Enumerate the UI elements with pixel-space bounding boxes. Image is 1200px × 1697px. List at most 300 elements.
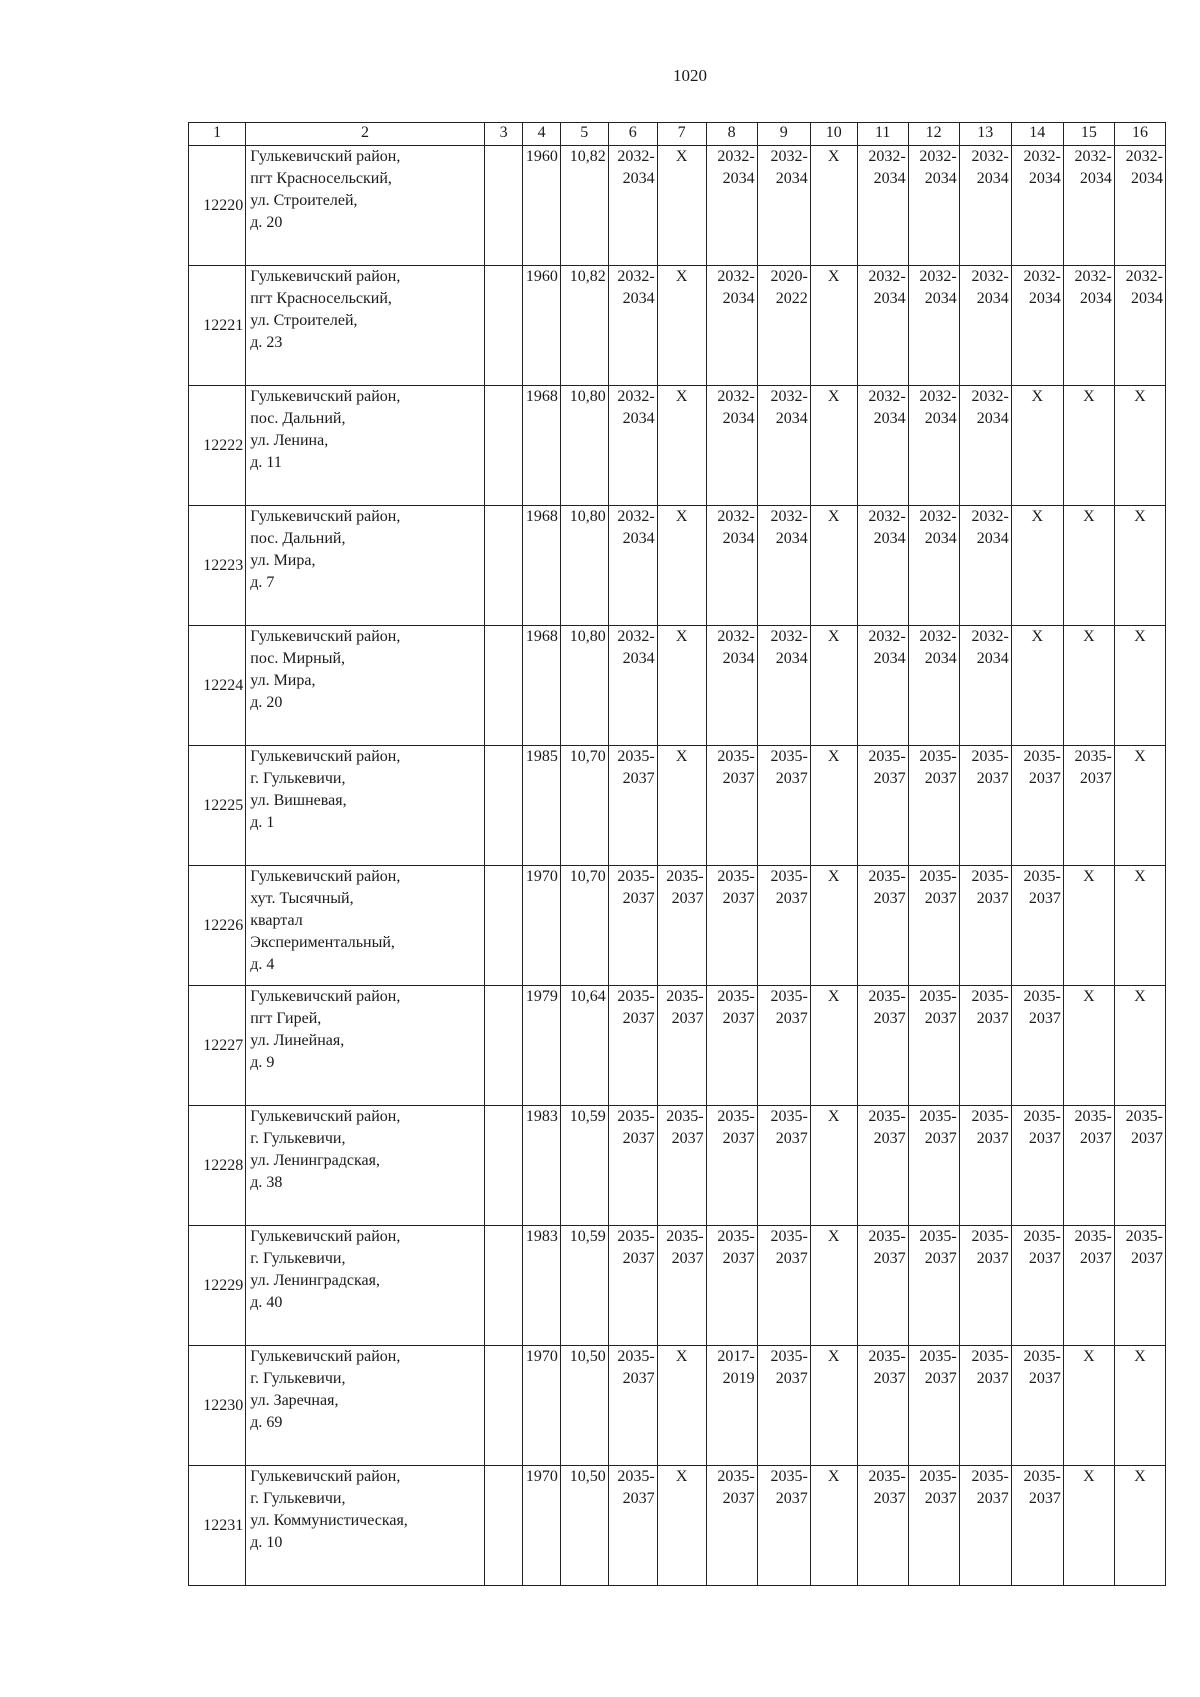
period-start: 2035-	[868, 748, 906, 765]
period-end: 2034	[1028, 170, 1061, 187]
period-end: 2037	[1079, 770, 1112, 787]
empty-cell	[484, 866, 523, 986]
period-cell	[857, 506, 908, 626]
period-cell	[959, 146, 1011, 266]
period-end: 2034	[722, 650, 755, 667]
not-applicable-cell: X	[810, 746, 857, 866]
period-start: 2032-	[617, 388, 655, 405]
period-end: 2037	[1028, 1370, 1061, 1387]
period-start: 2035-	[1023, 868, 1061, 885]
address-cell	[246, 1226, 485, 1346]
period-start: 2035-	[1074, 1228, 1112, 1245]
period-end: 2034	[873, 650, 906, 667]
period-start: 2035-	[617, 748, 655, 765]
period-start: 2035-	[1023, 988, 1061, 1005]
column-number-header: 11	[857, 123, 908, 146]
record-number: 12224	[189, 626, 246, 746]
period-start: 2035-	[770, 1228, 808, 1245]
period-start: 2032-	[868, 268, 906, 285]
period-end: 2037	[1028, 1250, 1061, 1267]
period-start: 2032-	[868, 508, 906, 525]
area-cell: 10,80	[560, 506, 608, 626]
period-cell	[706, 1346, 757, 1466]
period-cell	[706, 626, 757, 746]
period-cell	[857, 1226, 908, 1346]
address-line: д. 10	[250, 1534, 283, 1551]
period-end: 2037	[622, 1130, 655, 1147]
address-line: ул. Коммунистическая,	[250, 1512, 408, 1529]
year-cell: 1968	[523, 626, 560, 746]
period-cell	[608, 386, 657, 506]
period-start: 2035-	[971, 988, 1009, 1005]
period-start: 2032-	[971, 508, 1009, 525]
address-line: ул. Строителей,	[250, 312, 358, 329]
period-cell	[608, 1346, 657, 1466]
period-start: 2032-	[971, 268, 1009, 285]
not-applicable-cell: X	[810, 986, 857, 1106]
record-number: 12228	[189, 1106, 246, 1226]
not-applicable-cell: X	[810, 1466, 857, 1586]
period-cell	[1011, 1466, 1063, 1586]
period-start: 2032-	[770, 148, 808, 165]
period-start: 2035-	[717, 868, 755, 885]
period-end: 2037	[722, 890, 755, 907]
not-applicable-cell: X	[810, 866, 857, 986]
period-end: 2037	[1028, 890, 1061, 907]
year-cell: 1983	[523, 1106, 560, 1226]
period-cell	[706, 386, 757, 506]
period-cell	[757, 986, 810, 1106]
address-line: Гулькевичский район,	[250, 388, 401, 405]
empty-cell	[484, 1346, 523, 1466]
address-cell	[246, 986, 485, 1106]
period-end: 2037	[1131, 1250, 1163, 1267]
not-applicable-cell: X	[657, 266, 706, 386]
period-start: 2035-	[770, 988, 808, 1005]
area-cell: 10,80	[560, 386, 608, 506]
period-cell	[1114, 266, 1165, 386]
area-cell: 10,64	[560, 986, 608, 1106]
period-end: 2037	[775, 1010, 808, 1027]
period-start: 2035-	[919, 748, 957, 765]
period-cell	[908, 1106, 959, 1226]
period-start: 2035-	[717, 748, 755, 765]
period-start: 2035-	[868, 988, 906, 1005]
not-applicable-cell: X	[657, 746, 706, 866]
period-end: 2034	[622, 530, 655, 547]
column-number-header: 16	[1114, 123, 1165, 146]
period-end: 2037	[873, 1250, 906, 1267]
period-end: 2019	[722, 1370, 755, 1387]
period-end: 2034	[775, 410, 808, 427]
address-line: д. 23	[250, 334, 283, 351]
period-end: 2022	[775, 290, 808, 307]
period-start: 2035-	[617, 1468, 655, 1485]
address-line: ул. Мира,	[250, 552, 316, 569]
column-number-header: 5	[560, 123, 608, 146]
period-start: 2035-	[868, 868, 906, 885]
empty-cell	[484, 146, 523, 266]
address-line: Гулькевичский район,	[250, 628, 401, 645]
period-end: 2037	[1028, 770, 1061, 787]
address-cell	[246, 266, 485, 386]
record-number: 12223	[189, 506, 246, 626]
period-cell	[1011, 986, 1063, 1106]
period-end: 2037	[976, 1130, 1009, 1147]
period-start: 2035-	[617, 1348, 655, 1365]
period-cell	[1063, 1106, 1114, 1226]
period-start: 2032-	[868, 148, 906, 165]
period-start: 2035-	[1074, 1108, 1112, 1125]
address-line: квартал	[250, 912, 303, 929]
period-start: 2035-	[1074, 748, 1112, 765]
period-start: 2032-	[1125, 148, 1163, 165]
period-start: 2035-	[868, 1348, 906, 1365]
period-start: 2032-	[1023, 268, 1061, 285]
period-cell	[608, 626, 657, 746]
period-end: 2034	[873, 530, 906, 547]
not-applicable-cell: X	[1063, 1466, 1114, 1586]
not-applicable-cell: X	[810, 1226, 857, 1346]
period-start: 2032-	[1023, 148, 1061, 165]
period-start: 2035-	[1023, 1348, 1061, 1365]
period-cell	[608, 1466, 657, 1586]
period-cell	[608, 1226, 657, 1346]
not-applicable-cell: X	[810, 146, 857, 266]
record-number: 12222	[189, 386, 246, 506]
period-end: 2037	[1028, 1010, 1061, 1027]
period-cell	[706, 866, 757, 986]
table-row	[189, 146, 1166, 266]
column-number-header: 9	[757, 123, 810, 146]
period-start: 2032-	[868, 628, 906, 645]
address-line: г. Гулькевичи,	[250, 1130, 346, 1147]
address-line: Экспериментальный,	[250, 934, 395, 951]
period-cell	[706, 986, 757, 1106]
address-line: пос. Дальний,	[250, 530, 346, 547]
table-row	[189, 266, 1166, 386]
period-end: 2037	[622, 1490, 655, 1507]
period-cell	[959, 986, 1011, 1106]
period-cell	[706, 266, 757, 386]
period-cell	[1114, 1106, 1165, 1226]
area-cell: 10,82	[560, 146, 608, 266]
period-cell	[657, 1226, 706, 1346]
address-line: д. 20	[250, 694, 283, 711]
period-end: 2034	[775, 650, 808, 667]
period-cell	[959, 626, 1011, 746]
address-line: д. 9	[250, 1054, 275, 1071]
period-cell	[1011, 1106, 1063, 1226]
period-cell	[959, 506, 1011, 626]
year-cell: 1968	[523, 386, 560, 506]
period-cell	[757, 1346, 810, 1466]
address-cell	[246, 506, 485, 626]
period-end: 2037	[622, 1250, 655, 1267]
period-end: 2037	[976, 890, 1009, 907]
period-start: 2017-	[717, 1348, 755, 1365]
period-start: 2032-	[919, 148, 957, 165]
year-cell: 1960	[523, 266, 560, 386]
empty-cell	[484, 506, 523, 626]
period-cell	[757, 866, 810, 986]
period-start: 2032-	[717, 388, 755, 405]
not-applicable-cell: X	[810, 626, 857, 746]
period-start: 2032-	[617, 268, 655, 285]
period-cell	[908, 626, 959, 746]
table-row	[189, 746, 1166, 866]
address-line: ул. Вишневая,	[250, 792, 347, 809]
period-start: 2032-	[717, 148, 755, 165]
period-cell	[1063, 1226, 1114, 1346]
empty-cell	[484, 1106, 523, 1226]
period-cell	[757, 626, 810, 746]
period-end: 2037	[622, 890, 655, 907]
period-start: 2035-	[919, 1108, 957, 1125]
table-row	[189, 386, 1166, 506]
column-number-header-row	[189, 123, 1166, 146]
period-cell	[908, 746, 959, 866]
not-applicable-cell: X	[1063, 866, 1114, 986]
period-end: 2034	[722, 290, 755, 307]
period-cell	[857, 1346, 908, 1466]
address-line: Гулькевичский район,	[250, 1228, 401, 1245]
not-applicable-cell: X	[1114, 626, 1165, 746]
period-cell	[657, 986, 706, 1106]
period-cell	[857, 866, 908, 986]
period-cell	[1063, 746, 1114, 866]
column-number-header: 3	[484, 123, 523, 146]
address-cell	[246, 866, 485, 986]
period-cell	[757, 1466, 810, 1586]
address-line: хут. Тысячный,	[250, 890, 354, 907]
period-cell	[959, 1466, 1011, 1586]
period-cell	[959, 1226, 1011, 1346]
period-start: 2035-	[1125, 1108, 1163, 1125]
address-line: Гулькевичский район,	[250, 508, 401, 525]
not-applicable-cell: X	[810, 266, 857, 386]
period-end: 2037	[722, 1010, 755, 1027]
period-start: 2020-	[770, 268, 808, 285]
address-line: Гулькевичский район,	[250, 148, 401, 165]
period-cell	[706, 746, 757, 866]
period-end: 2037	[976, 1490, 1009, 1507]
table-row	[189, 866, 1166, 986]
period-cell	[857, 146, 908, 266]
period-start: 2032-	[1125, 268, 1163, 285]
period-start: 2035-	[919, 988, 957, 1005]
not-applicable-cell: X	[657, 386, 706, 506]
period-start: 2032-	[919, 508, 957, 525]
period-end: 2037	[924, 1370, 957, 1387]
period-cell	[1011, 866, 1063, 986]
column-number-header: 6	[608, 123, 657, 146]
period-start: 2032-	[717, 628, 755, 645]
period-start: 2035-	[666, 1108, 704, 1125]
address-cell	[246, 386, 485, 506]
period-start: 2035-	[971, 868, 1009, 885]
year-cell: 1960	[523, 146, 560, 266]
period-cell	[657, 866, 706, 986]
period-end: 2034	[873, 410, 906, 427]
period-start: 2035-	[717, 988, 755, 1005]
period-end: 2037	[873, 1130, 906, 1147]
address-line: Гулькевичский район,	[250, 1468, 401, 1485]
address-cell	[246, 1106, 485, 1226]
address-line: Гулькевичский район,	[250, 868, 401, 885]
period-start: 2035-	[666, 1228, 704, 1245]
period-start: 2032-	[868, 388, 906, 405]
record-number: 12226	[189, 866, 246, 986]
period-start: 2035-	[971, 1228, 1009, 1245]
address-line: пос. Мирный,	[250, 650, 346, 667]
period-cell	[1011, 266, 1063, 386]
table-row	[189, 1106, 1166, 1226]
period-cell	[908, 1226, 959, 1346]
year-cell: 1968	[523, 506, 560, 626]
period-cell	[857, 986, 908, 1106]
column-number-header: 15	[1063, 123, 1114, 146]
period-cell	[757, 1106, 810, 1226]
period-end: 2037	[1079, 1130, 1112, 1147]
period-cell	[706, 1106, 757, 1226]
year-cell: 1983	[523, 1226, 560, 1346]
period-start: 2035-	[770, 1108, 808, 1125]
period-end: 2037	[976, 1370, 1009, 1387]
table-row	[189, 1466, 1166, 1586]
period-start: 2035-	[971, 748, 1009, 765]
period-cell	[706, 1226, 757, 1346]
period-start: 2035-	[666, 988, 704, 1005]
period-start: 2032-	[717, 508, 755, 525]
not-applicable-cell: X	[1114, 386, 1165, 506]
period-start: 2032-	[717, 268, 755, 285]
address-line: Гулькевичский район,	[250, 268, 401, 285]
area-cell: 10,80	[560, 626, 608, 746]
period-cell	[857, 1466, 908, 1586]
table-row	[189, 1346, 1166, 1466]
period-start: 2035-	[617, 1108, 655, 1125]
period-cell	[857, 746, 908, 866]
address-line: д. 7	[250, 574, 275, 591]
period-end: 2037	[1028, 1490, 1061, 1507]
period-cell	[908, 266, 959, 386]
not-applicable-cell: X	[1063, 386, 1114, 506]
not-applicable-cell: X	[810, 1346, 857, 1466]
period-start: 2035-	[717, 1108, 755, 1125]
period-end: 2034	[924, 530, 957, 547]
address-line: д. 69	[250, 1414, 283, 1431]
period-cell	[757, 1226, 810, 1346]
period-start: 2035-	[770, 868, 808, 885]
table-row	[189, 506, 1166, 626]
period-cell	[1063, 146, 1114, 266]
area-cell: 10,59	[560, 1226, 608, 1346]
period-end: 2034	[924, 650, 957, 667]
period-end: 2034	[722, 410, 755, 427]
address-line: Гулькевичский район,	[250, 988, 401, 1005]
period-cell	[908, 1466, 959, 1586]
period-cell	[1011, 146, 1063, 266]
period-end: 2034	[924, 410, 957, 427]
empty-cell	[484, 746, 523, 866]
address-line: пгт Красносельский,	[250, 170, 392, 187]
not-applicable-cell: X	[1114, 1346, 1165, 1466]
column-number-header: 14	[1011, 123, 1063, 146]
address-line: д. 4	[250, 956, 275, 973]
period-cell	[908, 146, 959, 266]
period-start: 2035-	[919, 1348, 957, 1365]
table-row	[189, 1226, 1166, 1346]
period-start: 2032-	[617, 508, 655, 525]
not-applicable-cell: X	[1011, 506, 1063, 626]
empty-cell	[484, 626, 523, 746]
not-applicable-cell: X	[657, 626, 706, 746]
period-end: 2037	[1131, 1130, 1163, 1147]
address-line: ул. Ленинградская,	[250, 1152, 380, 1169]
period-end: 2037	[775, 890, 808, 907]
period-cell	[608, 146, 657, 266]
address-line: Гулькевичский район,	[250, 748, 401, 765]
period-end: 2037	[722, 770, 755, 787]
period-end: 2037	[775, 1370, 808, 1387]
column-number-header: 4	[523, 123, 560, 146]
period-start: 2032-	[617, 148, 655, 165]
area-cell: 10,50	[560, 1346, 608, 1466]
period-end: 2034	[622, 170, 655, 187]
period-end: 2037	[775, 770, 808, 787]
period-start: 2035-	[617, 988, 655, 1005]
period-start: 2035-	[770, 1348, 808, 1365]
period-cell	[608, 1106, 657, 1226]
table-row	[189, 626, 1166, 746]
period-start: 2035-	[770, 1468, 808, 1485]
period-end: 2037	[873, 1490, 906, 1507]
not-applicable-cell: X	[810, 1106, 857, 1226]
period-cell	[908, 1346, 959, 1466]
not-applicable-cell: X	[1063, 1346, 1114, 1466]
period-cell	[608, 986, 657, 1106]
address-line: ул. Ленина,	[250, 432, 329, 449]
empty-cell	[484, 1226, 523, 1346]
not-applicable-cell: X	[1114, 506, 1165, 626]
period-end: 2037	[924, 890, 957, 907]
address-line: пгт Красносельский,	[250, 290, 392, 307]
period-end: 2034	[622, 650, 655, 667]
period-cell	[908, 506, 959, 626]
empty-cell	[484, 386, 523, 506]
address-line: д. 20	[250, 214, 283, 231]
period-cell	[857, 386, 908, 506]
period-start: 2035-	[617, 868, 655, 885]
period-cell	[706, 1466, 757, 1586]
period-end: 2034	[1028, 290, 1061, 307]
address-cell	[246, 626, 485, 746]
period-start: 2035-	[666, 868, 704, 885]
period-cell	[908, 386, 959, 506]
period-start: 2035-	[971, 1348, 1009, 1365]
period-end: 2037	[775, 1490, 808, 1507]
address-line: г. Гулькевичи,	[250, 1370, 346, 1387]
period-end: 2037	[924, 1490, 957, 1507]
period-end: 2037	[775, 1250, 808, 1267]
period-end: 2034	[976, 170, 1009, 187]
column-number-header: 8	[706, 123, 757, 146]
address-line: ул. Ленинградская,	[250, 1272, 380, 1289]
column-number-header: 13	[959, 123, 1011, 146]
period-end: 2034	[976, 650, 1009, 667]
record-number: 12230	[189, 1346, 246, 1466]
